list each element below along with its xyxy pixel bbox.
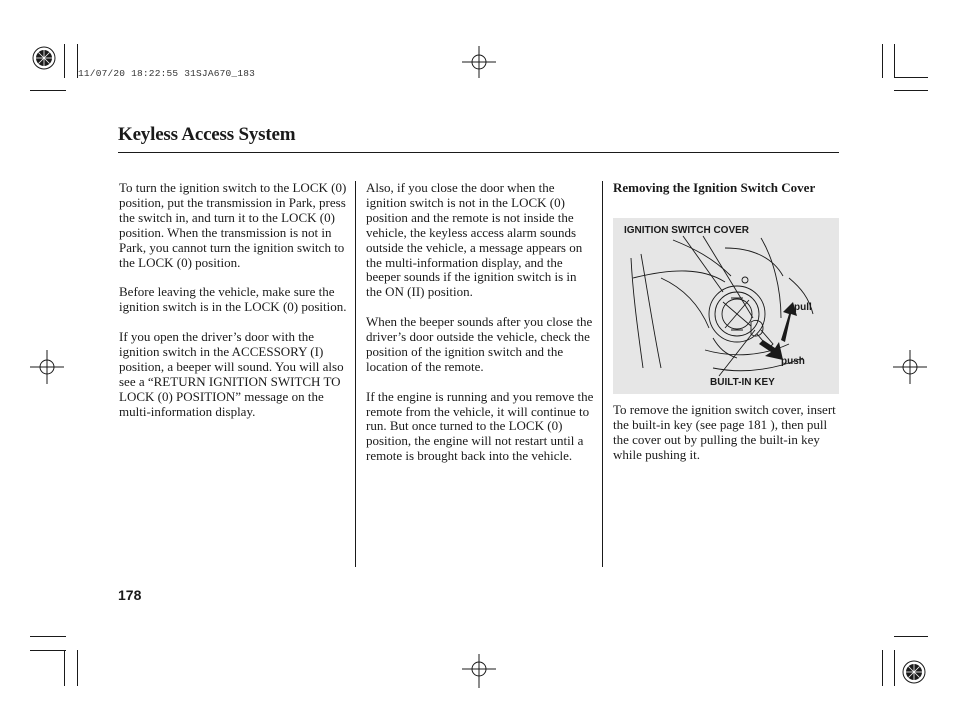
label-push: push [781, 356, 805, 367]
registration-target-icon [900, 658, 930, 688]
column-divider [355, 181, 356, 567]
ignition-switch-figure [613, 218, 839, 394]
paragraph: If the engine is running and you remove the remote from the vehicle, it will continue to run. But once turned to the LOCK (0) position, the engine will not restart until a remote is brought back into the vehicle. [366, 388, 594, 464]
label-ignition-switch-cover: IGNITION SWITCH COVER [624, 225, 749, 236]
paragraph: Before leaving the vehicle, make sure the ignition switch is in the LOCK (0) position. [119, 284, 347, 315]
page-number: 178 [118, 587, 142, 603]
text-column-1 [119, 181, 347, 434]
paragraph: To turn the ignition switch to the LOCK (0) position, put the transmission in Park, press the switch in, and turn it to the LOCK (0) position. When the transmission is not in Park, you cannot turn the ignition switch to the LOCK (0) position. [119, 180, 347, 270]
label-pull: pull [794, 302, 812, 313]
subsection-heading: Removing the Ignition Switch Cover [613, 180, 816, 195]
right-crosshair-icon [893, 350, 927, 384]
paragraph: Also, if you close the door when the ignition switch is not in the LOCK (0) position and the remote is not inside the vehicle, the keyless access alarm sounds outside the vehicle, a message appears on the multi-information display, and the beeper sounds if the ignition switch is in the ON (II) position. [366, 180, 583, 300]
registration-target-icon [30, 44, 60, 74]
center-crosshair-icon [462, 46, 496, 78]
text-column-3 [613, 181, 839, 196]
paragraph: To remove the ignition switch cover, insert the built-in key (see page 181 ), then pull the cover out by pulling the built-in key while pushing it. [613, 402, 836, 462]
paragraph: When the beeper sounds after you close the driver’s door outside the vehicle, check the position of the ignition switch and the location of the remote. [366, 314, 593, 374]
section-title: Keyless Access System [118, 124, 296, 145]
print-header: 11/07/20 18:22:55 31SJA670_183 [78, 68, 256, 79]
label-built-in-key: BUILT-IN KEY [710, 377, 775, 388]
left-crosshair-icon [30, 350, 64, 384]
bottom-crosshair-icon [462, 654, 496, 688]
column-divider [602, 181, 603, 567]
text-column-2 [366, 181, 594, 479]
title-divider [118, 152, 839, 153]
paragraph: If you open the driver’s door with the ignition switch in the ACCESSORY (I) position, a beeper will sound. You will also see a “RETURN IGNITION SWITCH TO LOCK (0) POSITION” message on the multi-information display. [119, 329, 344, 419]
text-column-3-body [613, 403, 839, 478]
